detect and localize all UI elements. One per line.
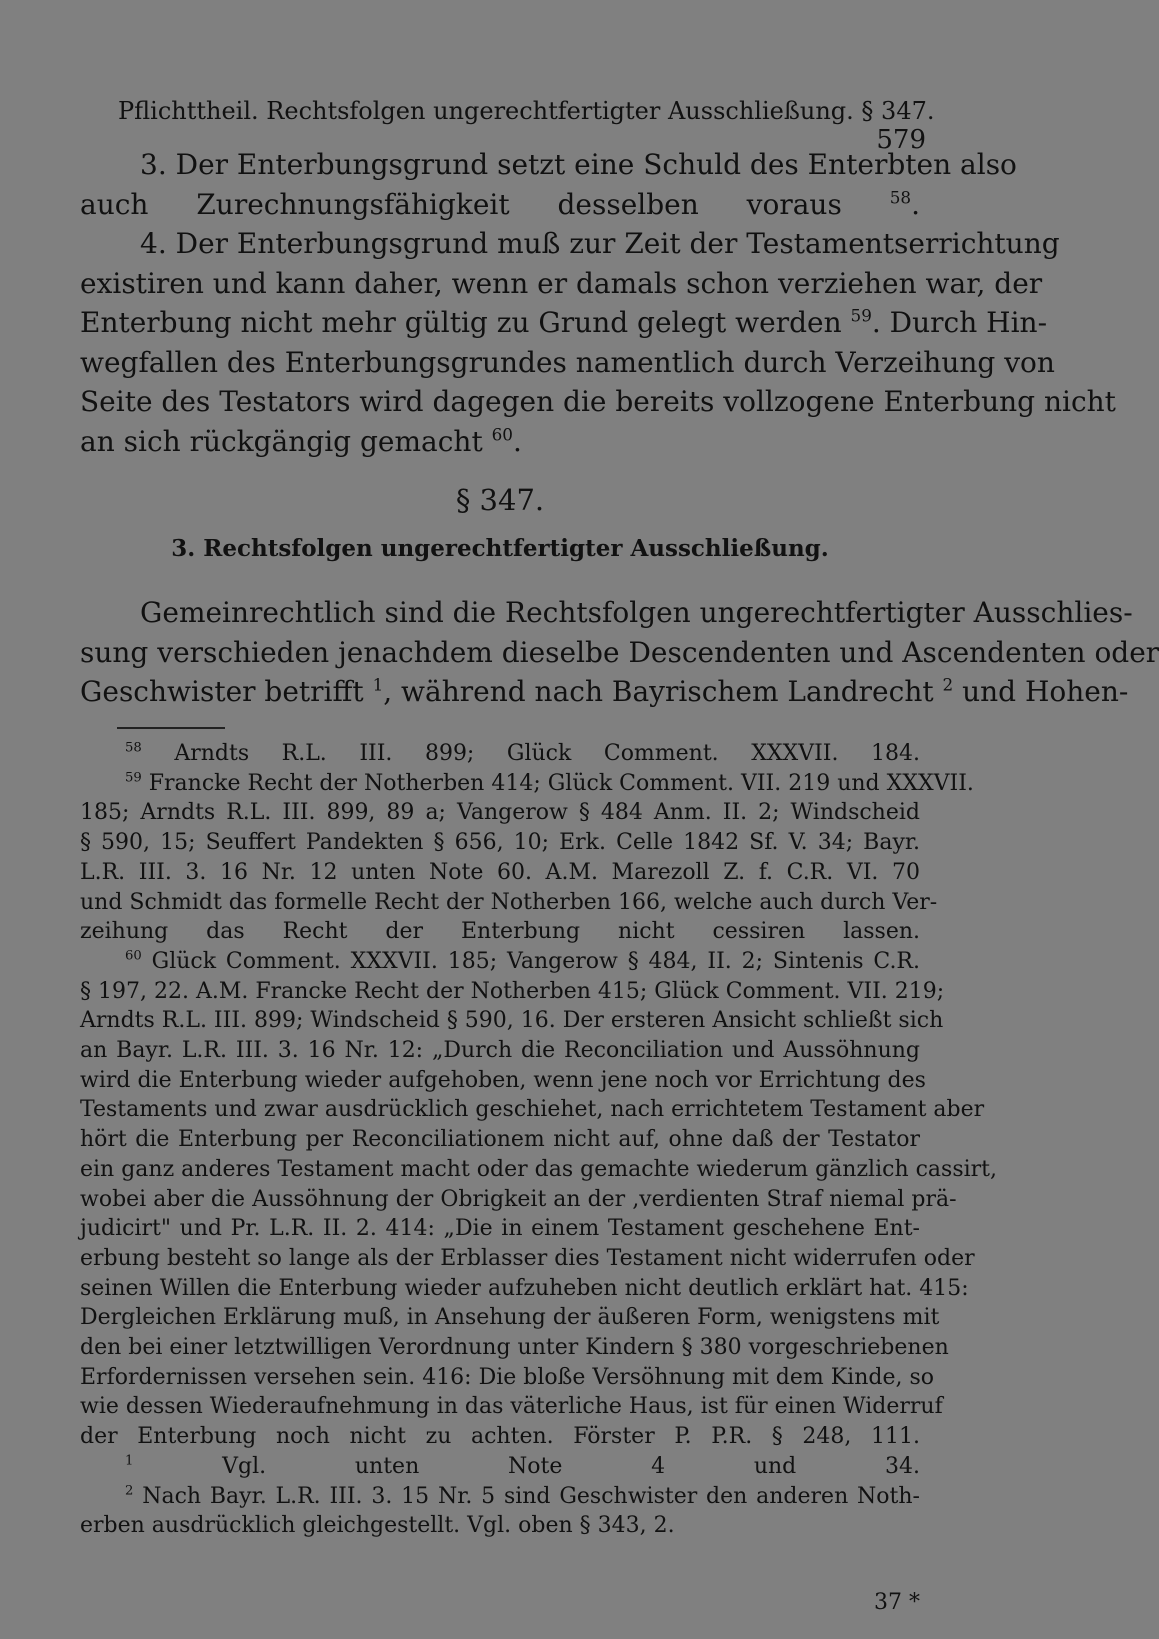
footnote-line bbox=[80, 1335, 949, 1360]
text-run: zeihung das Recht der Enterbung nicht cessiren lassen. bbox=[80, 919, 920, 945]
text-run: wie dessen Wiederaufnehmung in das väterliche Haus, ist für einen Widerruf bbox=[80, 1394, 943, 1420]
footnote-marker: 60 bbox=[125, 948, 142, 964]
text-run: 185; Arndts R.L. III. 899, 89 a; Vangerow § 484 Anm. II. 2; Windscheid bbox=[80, 800, 920, 826]
footnote-line bbox=[80, 949, 920, 974]
text-line bbox=[80, 674, 1129, 708]
text-line bbox=[80, 385, 1116, 418]
text-line bbox=[80, 148, 1017, 181]
text-run: an sich rückgängig gemacht bbox=[80, 424, 492, 458]
section-number: § 347. bbox=[455, 483, 545, 517]
text-line bbox=[80, 635, 1159, 669]
footnote-line bbox=[80, 770, 974, 796]
text-run: wird die Enterbung wieder aufgehoben, wenn jene noch vor Errichtung des bbox=[80, 1067, 926, 1093]
text-run: seinen Willen die Enterbung wieder aufzuheben nicht deutlich erklärt hat. 415: bbox=[80, 1275, 969, 1301]
footnote-line bbox=[80, 800, 920, 825]
footnote-line bbox=[80, 1364, 934, 1390]
text-run: den bei einer letztwilligen Verordnung unter Kindern § 380 vorgeschriebenen bbox=[80, 1335, 949, 1360]
footnote-line bbox=[80, 1454, 920, 1479]
footnote-line bbox=[80, 1305, 940, 1331]
text-run: Nach Bayr. L.R. III. 3. 15 Nr. 5 sind Geschwister den anderen Noth- bbox=[133, 1483, 920, 1509]
running-header bbox=[118, 97, 935, 155]
text-run: erbung besteht so lange als der Erblasser dies Testament nicht widerrufen oder bbox=[80, 1245, 975, 1271]
footnote-line bbox=[80, 1394, 943, 1420]
footnote-rule bbox=[117, 727, 225, 729]
text-run: wobei aber die Aussöhnung der Obrigkeit an der ‚verdienten Straf niemal prä- bbox=[80, 1186, 957, 1212]
footnote-marker: 1 bbox=[125, 1453, 134, 1469]
text-run: existiren und kann daher, wenn er damals schon verziehen war, der bbox=[80, 266, 1043, 300]
text-run: Testaments und zwar ausdrücklich geschiehet, nach errichtetem Testament aber bbox=[80, 1097, 985, 1123]
section-subtitle: 3. Rechtsfolgen ungerechtfertigter Ausschließung. bbox=[171, 535, 829, 562]
footnote-line bbox=[80, 1216, 920, 1241]
footnote-line bbox=[80, 1127, 920, 1152]
text-run: auch Zurechnungsfähigkeit desselben voraus bbox=[80, 187, 890, 221]
text-run: hört die Enterbung per Reconciliationem nicht auf, ohne daß der Testator bbox=[80, 1127, 920, 1153]
footnote-marker: 2 bbox=[125, 1483, 134, 1499]
text-run: . Durch Hin- bbox=[871, 306, 1048, 339]
text-line bbox=[80, 188, 920, 221]
text-run: sung verschieden jenachdem dieselbe Descendenten und Ascendenten oder bbox=[80, 635, 1159, 669]
signature-mark: 37 * bbox=[874, 1590, 920, 1615]
footnote-marker: 60 bbox=[491, 424, 513, 445]
footnote-line bbox=[80, 978, 945, 1004]
footnote-line bbox=[80, 1484, 920, 1509]
footnote-marker: 1 bbox=[372, 674, 384, 695]
footnote-line bbox=[80, 1038, 920, 1063]
text-run: Seite des Testators wird dagegen die bereits vollzogene Enterbung nicht bbox=[80, 385, 1116, 418]
footnote-marker: 58 bbox=[889, 187, 912, 208]
text-run: judicirt" und Pr. L.R. II. 2. 414: „Die in einem Testament geschehene Ent- bbox=[80, 1216, 920, 1242]
text-run: Geschwister betrifft bbox=[80, 675, 373, 708]
text-run: Enterbung nicht mehr gültig zu Grund gelegt werden bbox=[80, 306, 851, 339]
text-run: und Schmidt das formelle Recht der Notherben 166, welche auch durch Ver- bbox=[80, 889, 938, 915]
text-run: Vgl. unten Note 4 und 34. bbox=[133, 1453, 920, 1479]
text-line bbox=[80, 227, 1060, 260]
footnote-line bbox=[80, 1156, 998, 1182]
text-run: § 197, 22. A.M. Francke Recht der Notherben 415; Glück Comment. VII. 219; bbox=[80, 978, 945, 1004]
text-line bbox=[80, 345, 1055, 379]
footnote-line bbox=[80, 1186, 957, 1212]
text-run: und Hohen- bbox=[953, 675, 1129, 708]
footnote-line bbox=[80, 889, 938, 915]
text-line bbox=[80, 305, 1048, 339]
text-run: Arndts R.L. III. 899; Glück Comment. XXXVII. 184. bbox=[141, 741, 920, 766]
footnote-line bbox=[80, 1513, 920, 1538]
text-run: . bbox=[512, 424, 522, 458]
text-run: Arndts R.L. III. 899; Windscheid § 590, 16. Der ersteren Ansicht schließt sich bbox=[80, 1008, 944, 1034]
footnote-line bbox=[80, 1097, 985, 1123]
footnote-line bbox=[80, 860, 920, 885]
text-run: § 590, 15; Seuffert Pandekten § 656, 10; Erk. Celle 1842 Sf. V. 34; Bayr. bbox=[80, 830, 920, 856]
text-line bbox=[80, 425, 920, 458]
text-run: 3. Der Enterbungsgrund setzt eine Schuld des Enterbten also bbox=[140, 148, 1017, 181]
text-run: Francke Recht der Notherben 414; Glück Comment. VII. 219 und XXXVII. bbox=[141, 770, 974, 796]
footnote-marker: 2 bbox=[942, 674, 954, 695]
footnote-line bbox=[80, 1245, 975, 1271]
footnote-line bbox=[80, 919, 920, 944]
text-run: , während nach Bayrischem Landrecht bbox=[383, 675, 943, 708]
text-run: Gemeinrechtlich sind die Rechtsfolgen ungerechtfertigter Ausschlies- bbox=[140, 596, 1133, 629]
text-run: Dergleichen Erklärung muß, in Ansehung der äußeren Form, wenigstens mit bbox=[80, 1305, 940, 1331]
footnote-marker: 58 bbox=[125, 740, 142, 756]
text-run: erben ausdrücklich gleichgestellt. Vgl. oben § 343, 2. bbox=[80, 1513, 675, 1539]
text-run: 4. Der Enterbungsgrund muß zur Zeit der Testamentserrichtung bbox=[140, 227, 1060, 260]
running-title: Pflichttheil. Rechtsfolgen ungerechtfertigter Ausschließung. § 347. bbox=[118, 97, 935, 125]
text-run: . bbox=[911, 187, 920, 221]
text-run: wegfallen des Enterbungsgrundes namentlich durch Verzeihung von bbox=[80, 345, 1055, 379]
page-number: 579 bbox=[876, 125, 926, 155]
footnote-line bbox=[80, 1067, 926, 1093]
text-run: L.R. III. 3. 16 Nr. 12 unten Note 60. A.M. Marezoll Z. f. C.R. VI. 70 bbox=[80, 859, 920, 885]
footnote-marker: 59 bbox=[125, 770, 142, 786]
text-run: der Enterbung noch nicht zu achten. Förster P. P.R. § 248, 111. bbox=[80, 1424, 920, 1450]
text-run: an Bayr. L.R. III. 3. 16 Nr. 12: „Durch die Reconciliation und Aussöhnung bbox=[80, 1038, 920, 1063]
text-run: Erfordernissen versehen sein. 416: Die bloße Versöhnung mit dem Kinde, so bbox=[80, 1364, 934, 1390]
footnote-line bbox=[80, 1275, 969, 1301]
footnote-line bbox=[80, 741, 920, 766]
text-run: Glück Comment. XXXVII. 185; Vangerow § 484, II. 2; Sintenis C.R. bbox=[141, 948, 920, 974]
footnote-line bbox=[80, 830, 920, 855]
text-run: ein ganz anderes Testament macht oder das gemachte wiederum gänzlich cassirt, bbox=[80, 1156, 998, 1182]
footnote-marker: 59 bbox=[850, 305, 872, 326]
text-line bbox=[80, 596, 1133, 629]
footnote-line bbox=[80, 1424, 920, 1449]
text-line bbox=[80, 266, 1043, 300]
footnote-line bbox=[80, 1008, 944, 1034]
